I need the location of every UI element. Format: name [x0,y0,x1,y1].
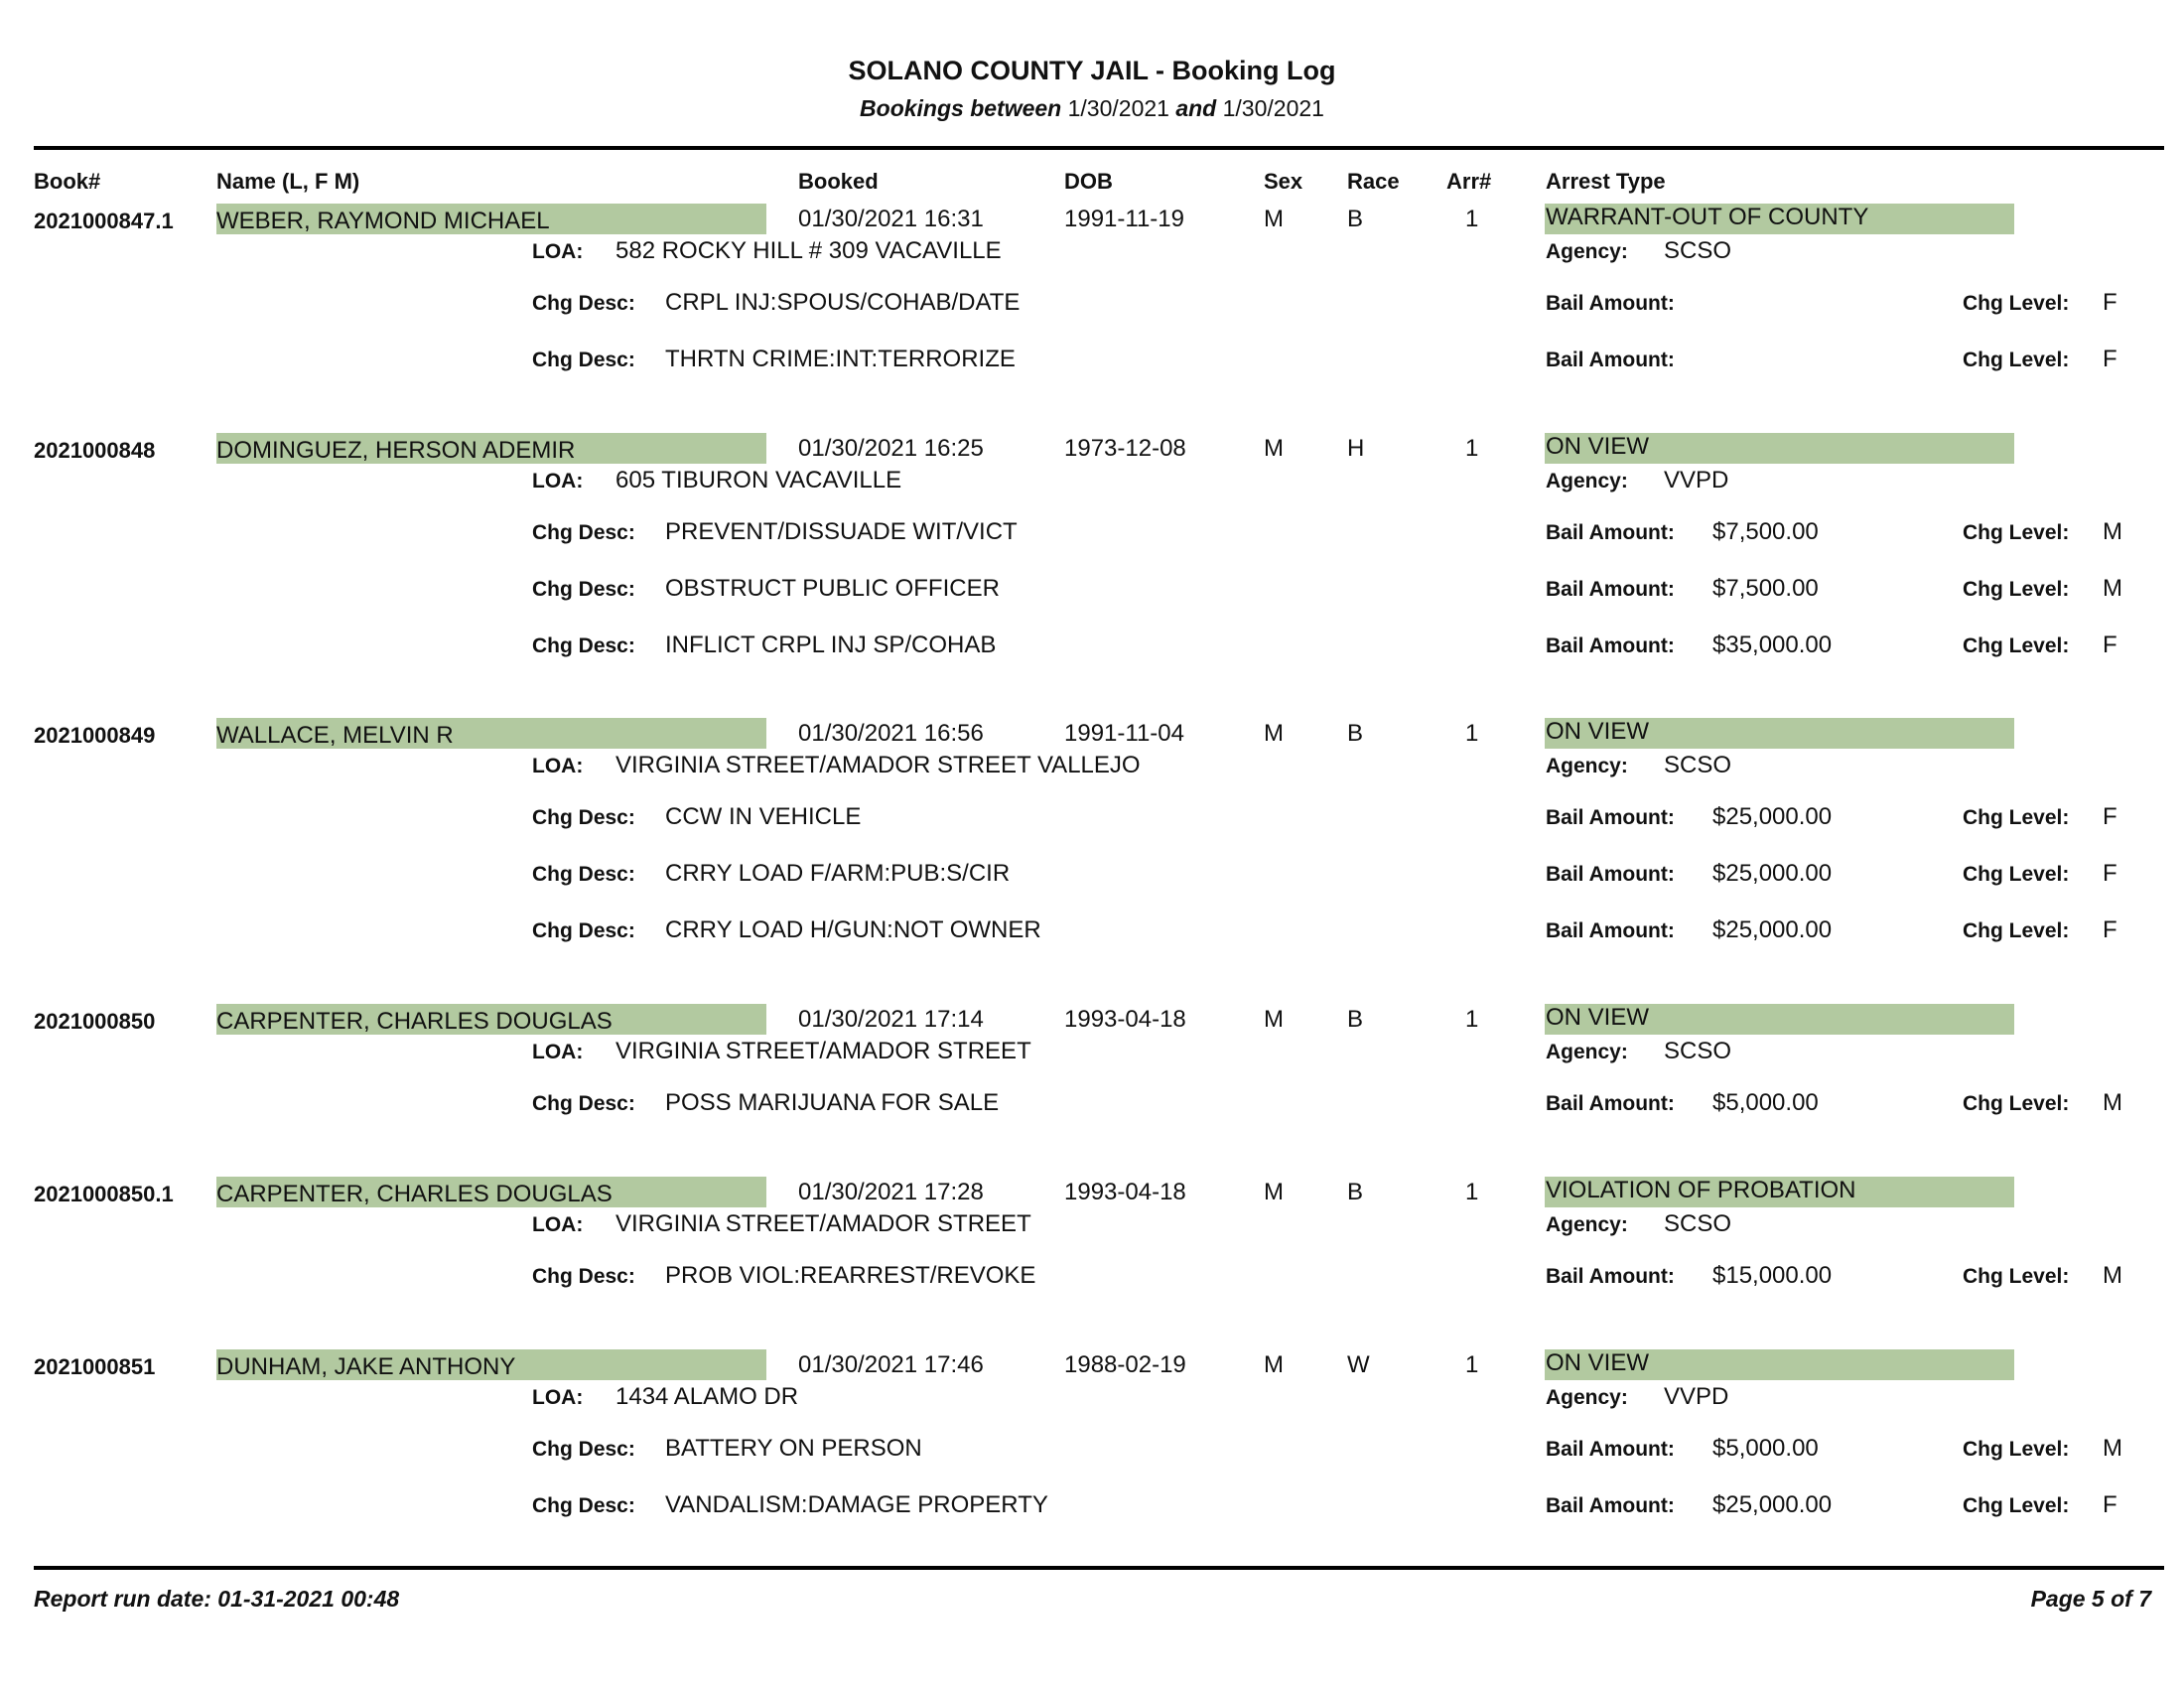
agency-label: Agency: [1546,240,1628,263]
charge-desc-label: Chg Desc: [532,1092,635,1115]
bail-amount-label: Bail Amount: [1546,292,1675,315]
loa-label: LOA: [532,755,584,777]
report-subtitle [0,95,2184,122]
loa-label: LOA: [532,1041,584,1063]
bail-amount-label: Bail Amount: [1546,806,1675,829]
col-header-booked: Booked [798,169,879,194]
charge-desc-label: Chg Desc: [532,806,635,829]
bail-amount: $7,500.00 [1712,518,1819,545]
charge-description: OBSTRUCT PUBLIC OFFICER [665,575,1000,602]
charge-level: M [2103,1262,2122,1289]
loa-value: 605 TIBURON VACAVILLE [615,467,902,493]
header-rule [34,146,2164,150]
agency-label: Agency: [1546,755,1628,777]
sex-value: M [1264,1179,1284,1205]
inmate-name: DOMINGUEZ, HERSON ADEMIR [216,437,576,464]
inmate-name: CARPENTER, CHARLES DOUGLAS [216,1181,613,1207]
subtitle-prefix: Bookings between [860,95,1062,121]
charge-description: CCW IN VEHICLE [665,803,862,830]
charge-level-label: Chg Level: [1963,919,2070,942]
bail-amount-label: Bail Amount: [1546,349,1675,371]
date-to: 1/30/2021 [1222,95,1324,121]
charge-level-label: Chg Level: [1963,1438,2070,1461]
charge-level-label: Chg Level: [1963,292,2070,315]
agency-label: Agency: [1546,1386,1628,1409]
charge-level: F [2103,916,2117,943]
col-header-book: Book# [34,169,101,194]
date-of-birth: 1988-02-19 [1064,1351,1186,1378]
date-of-birth: 1991-11-19 [1064,206,1184,232]
arrest-count: 1 [1465,1179,1479,1205]
page-number: Page 5 of 7 [2030,1586,2151,1612]
bail-amount: $25,000.00 [1712,916,1833,943]
loa-label: LOA: [532,1386,584,1409]
charge-level: F [2103,803,2117,830]
date-of-birth: 1993-04-18 [1064,1006,1186,1033]
charge-level-label: Chg Level: [1963,806,2070,829]
charge-description: VANDALISM:DAMAGE PROPERTY [665,1491,1048,1518]
report-title: SOLANO COUNTY JAIL - Booking Log [848,56,1336,85]
booked-datetime: 01/30/2021 17:28 [798,1179,984,1205]
charge-desc-label: Chg Desc: [532,1265,635,1288]
loa-value: 1434 ALAMO DR [615,1383,799,1410]
booking-number: 2021000849 [34,723,156,748]
inmate-name: WEBER, RAYMOND MICHAEL [216,208,550,234]
charge-level-label: Chg Level: [1963,1494,2070,1517]
charge-level-label: Chg Level: [1963,863,2070,886]
agency-label: Agency: [1546,470,1628,492]
bail-amount-label: Bail Amount: [1546,634,1675,657]
arrest-count: 1 [1465,206,1479,232]
bail-amount-label: Bail Amount: [1546,863,1675,886]
bail-amount: $7,500.00 [1712,575,1819,602]
bail-amount: $25,000.00 [1712,803,1833,830]
charge-desc-label: Chg Desc: [532,349,635,371]
bail-amount: $5,000.00 [1712,1435,1819,1462]
charge-level: M [2103,1435,2122,1462]
booking-number: 2021000851 [34,1354,156,1379]
agency-value: SCSO [1664,1210,1732,1237]
charge-level: F [2103,632,2117,658]
arrest-count: 1 [1465,720,1479,747]
agency-value: SCSO [1664,1038,1732,1064]
charge-level: F [2103,289,2117,316]
date-of-birth: 1991-11-04 [1064,720,1184,747]
col-header-race: Race [1347,169,1400,194]
charge-level: F [2103,346,2117,372]
charge-desc-label: Chg Desc: [532,863,635,886]
charge-description: CRRY LOAD H/GUN:NOT OWNER [665,916,1041,943]
loa-value: VIRGINIA STREET/AMADOR STREET [615,1210,1031,1237]
booked-datetime: 01/30/2021 16:56 [798,720,984,747]
agency-value: SCSO [1664,752,1732,778]
col-header-dob: DOB [1064,169,1113,194]
booking-number: 2021000850 [34,1009,156,1034]
charge-description: POSS MARIJUANA FOR SALE [665,1089,1000,1116]
loa-value: VIRGINIA STREET/AMADOR STREET VALLEJO [615,752,1141,778]
col-header-name: Name (L, F M) [216,169,360,194]
booking-number: 2021000848 [34,438,156,463]
charge-desc-label: Chg Desc: [532,1494,635,1517]
inmate-name: CARPENTER, CHARLES DOUGLAS [216,1008,613,1035]
inmate-name: DUNHAM, JAKE ANTHONY [216,1353,516,1380]
subtitle-and: and [1175,95,1217,121]
charge-description: BATTERY ON PERSON [665,1435,922,1462]
charge-level-label: Chg Level: [1963,634,2070,657]
booked-datetime: 01/30/2021 16:25 [798,435,984,462]
loa-label: LOA: [532,470,584,492]
date-from: 1/30/2021 [1067,95,1169,121]
booked-datetime: 01/30/2021 17:46 [798,1351,984,1378]
loa-label: LOA: [532,240,584,263]
charge-description: THRTN CRIME:INT:TERRORIZE [665,346,1016,372]
booked-datetime: 01/30/2021 16:31 [798,206,984,232]
loa-label: LOA: [532,1213,584,1236]
sex-value: M [1264,435,1284,462]
charge-level: F [2103,860,2117,887]
arrest-type: ON VIEW [1546,1004,1650,1031]
charge-description: PREVENT/DISSUADE WIT/VICT [665,518,1018,545]
bail-amount-label: Bail Amount: [1546,919,1675,942]
sex-value: M [1264,720,1284,747]
agency-label: Agency: [1546,1213,1628,1236]
charge-level-label: Chg Level: [1963,1092,2070,1115]
charge-desc-label: Chg Desc: [532,521,635,544]
sex-value: M [1264,1006,1284,1033]
race-value: B [1347,720,1364,747]
sex-value: M [1264,1351,1284,1378]
bail-amount: $5,000.00 [1712,1089,1819,1116]
bail-amount: $25,000.00 [1712,1491,1833,1518]
charge-desc-label: Chg Desc: [532,292,635,315]
date-of-birth: 1993-04-18 [1064,1179,1186,1205]
report-run-date: Report run date: 01-31-2021 00:48 [34,1586,400,1612]
bail-amount: $15,000.00 [1712,1262,1833,1289]
arrest-count: 1 [1465,1351,1479,1378]
bail-amount: $35,000.00 [1712,632,1833,658]
race-value: W [1347,1351,1370,1378]
col-header-sex: Sex [1264,169,1303,194]
arrest-count: 1 [1465,435,1479,462]
charge-description: PROB VIOL:REARREST/REVOKE [665,1262,1036,1289]
loa-value: VIRGINIA STREET/AMADOR STREET [615,1038,1031,1064]
agency-value: VVPD [1664,1383,1729,1410]
charge-desc-label: Chg Desc: [532,634,635,657]
charge-desc-label: Chg Desc: [532,578,635,601]
bail-amount: $25,000.00 [1712,860,1833,887]
race-value: B [1347,206,1364,232]
charge-level: M [2103,518,2122,545]
bail-amount-label: Bail Amount: [1546,521,1675,544]
charge-level-label: Chg Level: [1963,578,2070,601]
arrest-type: ON VIEW [1546,1349,1650,1376]
charge-level: F [2103,1491,2117,1518]
booking-number: 2021000847.1 [34,209,174,233]
arrest-count: 1 [1465,1006,1479,1033]
arrest-type: ON VIEW [1546,718,1650,745]
agency-value: VVPD [1664,467,1729,493]
date-of-birth: 1973-12-08 [1064,435,1186,462]
charge-level-label: Chg Level: [1963,521,2070,544]
race-value: B [1347,1179,1364,1205]
bail-amount-label: Bail Amount: [1546,1438,1675,1461]
bail-amount-label: Bail Amount: [1546,1265,1675,1288]
charge-description: INFLICT CRPL INJ SP/COHAB [665,632,997,658]
charge-desc-label: Chg Desc: [532,919,635,942]
col-header-arr: Arr# [1446,169,1492,194]
bail-amount-label: Bail Amount: [1546,578,1675,601]
arrest-type: WARRANT-OUT OF COUNTY [1546,204,1869,230]
charge-description: CRRY LOAD F/ARM:PUB:S/CIR [665,860,1011,887]
charge-level: M [2103,1089,2122,1116]
charge-desc-label: Chg Desc: [532,1438,635,1461]
arrest-type: ON VIEW [1546,433,1650,460]
col-header-arrest-type: Arrest Type [1546,169,1666,194]
arrest-type: VIOLATION OF PROBATION [1546,1177,1856,1203]
race-value: B [1347,1006,1364,1033]
booked-datetime: 01/30/2021 17:14 [798,1006,984,1033]
sex-value: M [1264,206,1284,232]
charge-level-label: Chg Level: [1963,349,2070,371]
bail-amount-label: Bail Amount: [1546,1092,1675,1115]
footer-rule [34,1566,2164,1570]
inmate-name: WALLACE, MELVIN R [216,722,454,749]
agency-value: SCSO [1664,237,1732,264]
charge-description: CRPL INJ:SPOUS/COHAB/DATE [665,289,1021,316]
loa-value: 582 ROCKY HILL # 309 VACAVILLE [615,237,1002,264]
race-value: H [1347,435,1365,462]
booking-number: 2021000850.1 [34,1182,174,1206]
bail-amount-label: Bail Amount: [1546,1494,1675,1517]
agency-label: Agency: [1546,1041,1628,1063]
charge-level: M [2103,575,2122,602]
charge-level-label: Chg Level: [1963,1265,2070,1288]
